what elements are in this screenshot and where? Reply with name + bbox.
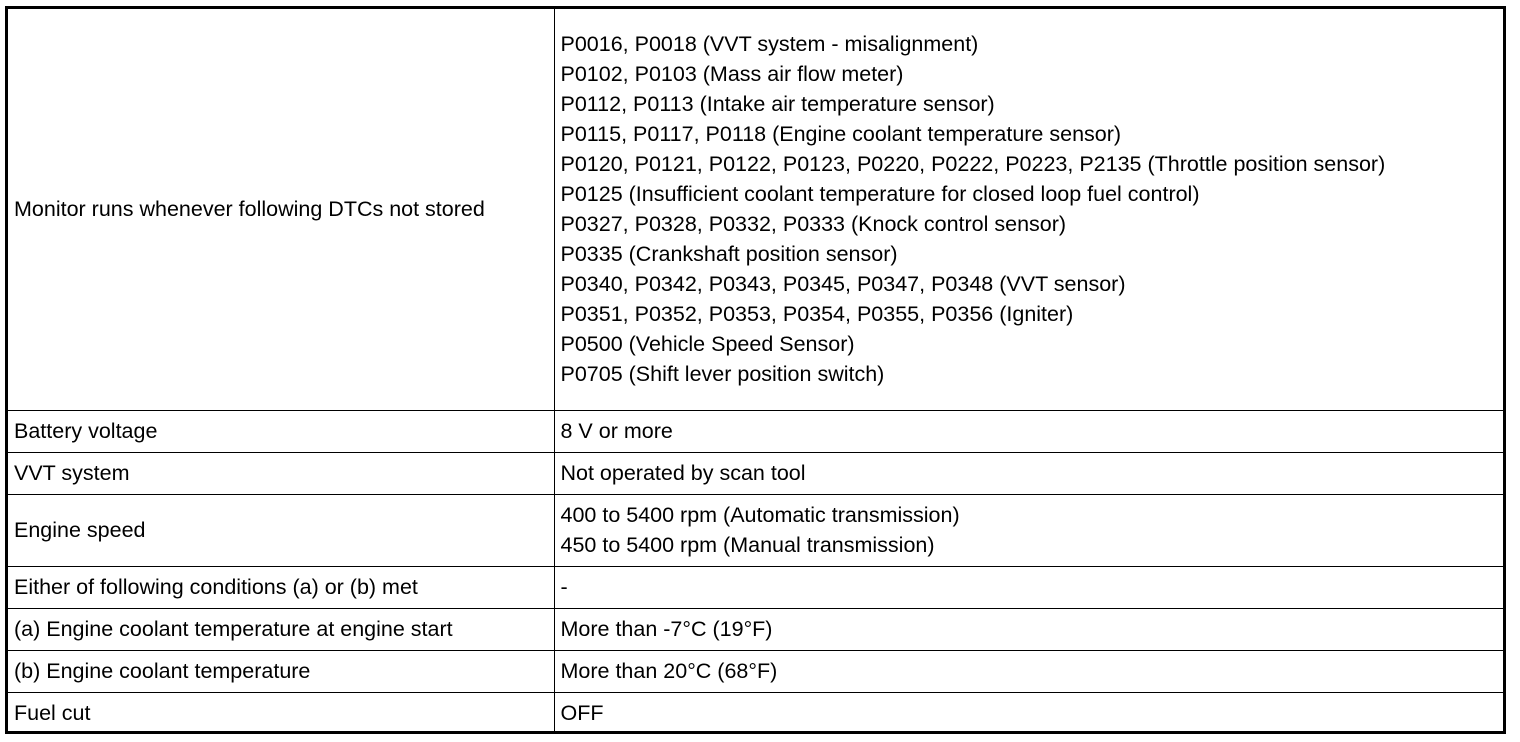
table-row	[8, 692, 1503, 734]
condition-cell: Fuel cut	[8, 692, 554, 734]
dtc-list-item: P0120, P0121, P0122, P0123, P0220, P0222, P0223, P2135 (Throttle position sensor)	[560, 151, 1386, 176]
condition-cell: Monitor runs whenever following DTCs not stored	[8, 9, 554, 410]
condition-cell: Engine speed	[8, 494, 554, 566]
value-cell: -	[554, 566, 1503, 608]
dtc-list-item: P0351, P0352, P0353, P0354, P0355, P0356 (Igniter)	[560, 301, 1074, 326]
value-cell	[554, 9, 1503, 410]
dtc-list-item: P0340, P0342, P0343, P0345, P0347, P0348 (VVT sensor)	[560, 271, 1126, 296]
dtc-list-item: P0500 (Vehicle Speed Sensor)	[560, 331, 855, 356]
dtc-list-item: P0705 (Shift lever position switch)	[560, 361, 885, 386]
condition-cell: Battery voltage	[8, 410, 554, 452]
dtc-list-item: P0327, P0328, P0332, P0333 (Knock control sensor)	[560, 211, 1067, 236]
condition-cell: VVT system	[8, 452, 554, 494]
value-cell: 8 V or more	[554, 410, 1503, 452]
value-cell	[554, 494, 1503, 566]
value-line: 400 to 5400 rpm (Automatic transmission)	[560, 503, 960, 527]
condition-cell: (b) Engine coolant temperature	[8, 650, 554, 692]
conditions-table-frame	[5, 6, 1506, 734]
dtc-list-item: P0115, P0117, P0118 (Engine coolant temperature sensor)	[560, 121, 1122, 146]
dtc-list-item: P0112, P0113 (Intake air temperature sensor)	[560, 91, 995, 116]
table-row	[8, 566, 1503, 608]
value-cell: Not operated by scan tool	[554, 452, 1503, 494]
table-row	[8, 608, 1503, 650]
table-row	[8, 650, 1503, 692]
table-row	[8, 410, 1503, 452]
value-cell: More than -7°C (19°F)	[554, 608, 1503, 650]
table-row	[8, 494, 1503, 566]
dtc-list-item: P0335 (Crankshaft position sensor)	[560, 241, 898, 266]
dtc-list-item: P0016, P0018 (VVT system - misalignment)	[560, 31, 979, 56]
value-cell: More than 20°C (68°F)	[554, 650, 1503, 692]
monitor-conditions-table	[8, 9, 1503, 734]
condition-cell: (a) Engine coolant temperature at engine start	[8, 608, 554, 650]
dtc-list-item: P0102, P0103 (Mass air flow meter)	[560, 61, 904, 86]
value-cell: OFF	[554, 692, 1503, 734]
condition-cell: Either of following conditions (a) or (b) met	[8, 566, 554, 608]
table-row	[8, 9, 1503, 410]
table-row	[8, 452, 1503, 494]
dtc-list-item: P0125 (Insufficient coolant temperature for closed loop fuel control)	[560, 181, 1200, 206]
value-line: 450 to 5400 rpm (Manual transmission)	[560, 533, 935, 557]
